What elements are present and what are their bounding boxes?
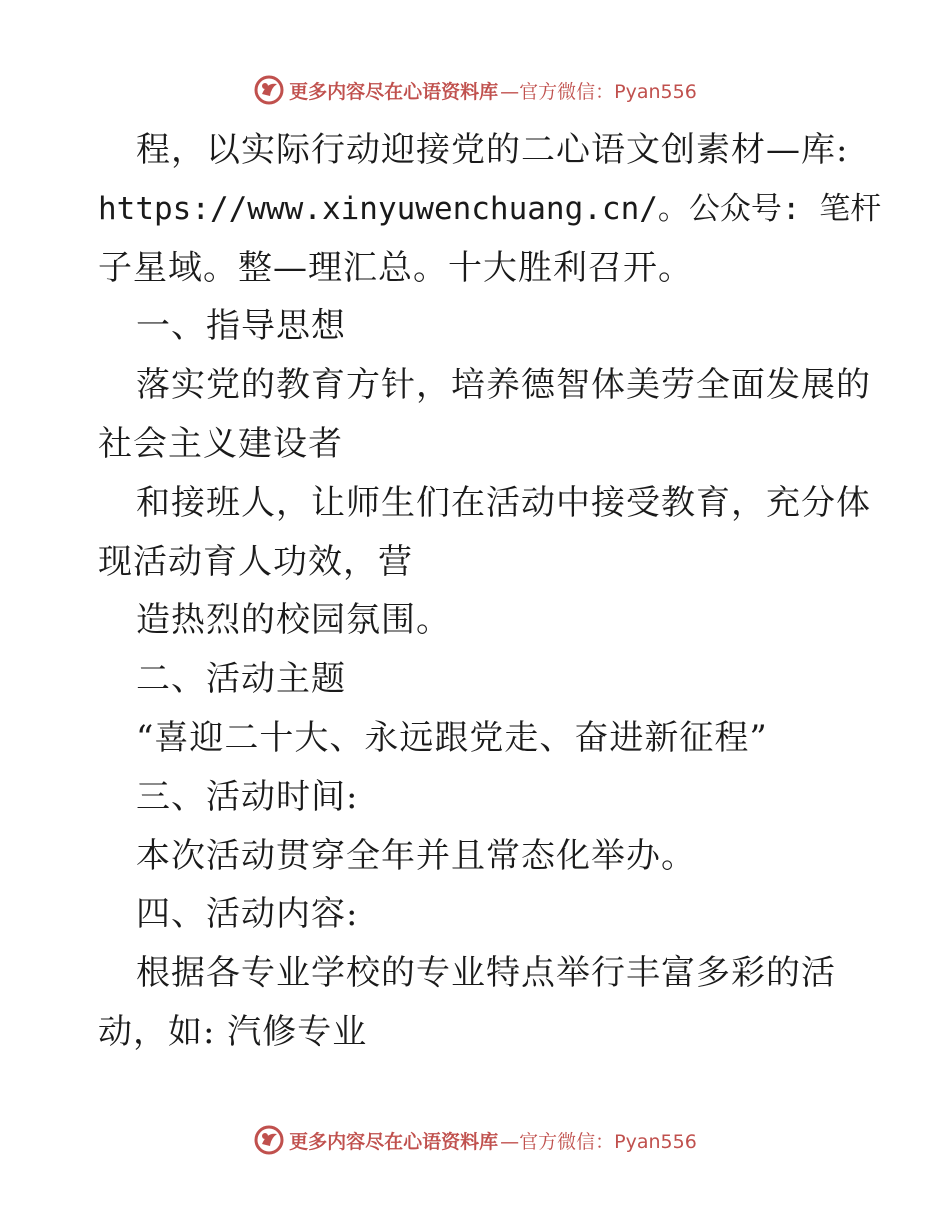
body-line: 程，以实际行动迎接党的二心语文创素材—库: bbox=[136, 130, 849, 170]
swirl-logo-icon bbox=[253, 1124, 285, 1156]
swirl-logo-icon bbox=[253, 74, 285, 106]
body-line: 和接班人，让师生们在活动中接受教育，充分体 bbox=[136, 482, 871, 523]
body-line: 子星域。整—理汇总。十大胜利召开。 bbox=[98, 247, 693, 288]
section-heading: 四、活动内容: bbox=[136, 894, 359, 935]
section-heading: 二、活动主题 bbox=[136, 659, 346, 700]
body-line: 社会主义建设者 bbox=[98, 423, 343, 464]
activity-theme: “喜迎二十大、永远跟党走、奋进新征程” bbox=[136, 717, 768, 758]
banner-main-text: 更多内容尽在心语资料库 bbox=[289, 80, 499, 103]
footer-watermark-banner bbox=[0, 1120, 950, 1160]
body-line-url: https://www.xinyuwenchuang.cn/。公众号: 笔杆 bbox=[98, 190, 882, 227]
body-line: 根据各专业学校的专业特点举行丰富多彩的活 bbox=[136, 953, 836, 994]
document-body bbox=[98, 121, 882, 1062]
body-line: 本次活动贯穿全年并且常态化举办。 bbox=[136, 835, 696, 876]
body-line: 落实党的教育方针，培养德智体美劳全面发展的 bbox=[136, 365, 871, 406]
banner-sub-text: —官方微信：Pyan556 bbox=[500, 1130, 697, 1153]
section-heading: 三、活动时间: bbox=[136, 776, 359, 817]
banner-main-text: 更多内容尽在心语资料库 bbox=[289, 1130, 499, 1153]
header-watermark-banner bbox=[0, 70, 950, 110]
body-line: 造热烈的校园氛围。 bbox=[136, 600, 451, 641]
section-heading: 一、指导思想 bbox=[136, 306, 346, 347]
body-line: 现活动育人功效，营 bbox=[98, 541, 413, 582]
banner-sub-text: —官方微信：Pyan556 bbox=[500, 80, 697, 103]
body-line: 动，如: 汽修专业 bbox=[98, 1011, 368, 1052]
